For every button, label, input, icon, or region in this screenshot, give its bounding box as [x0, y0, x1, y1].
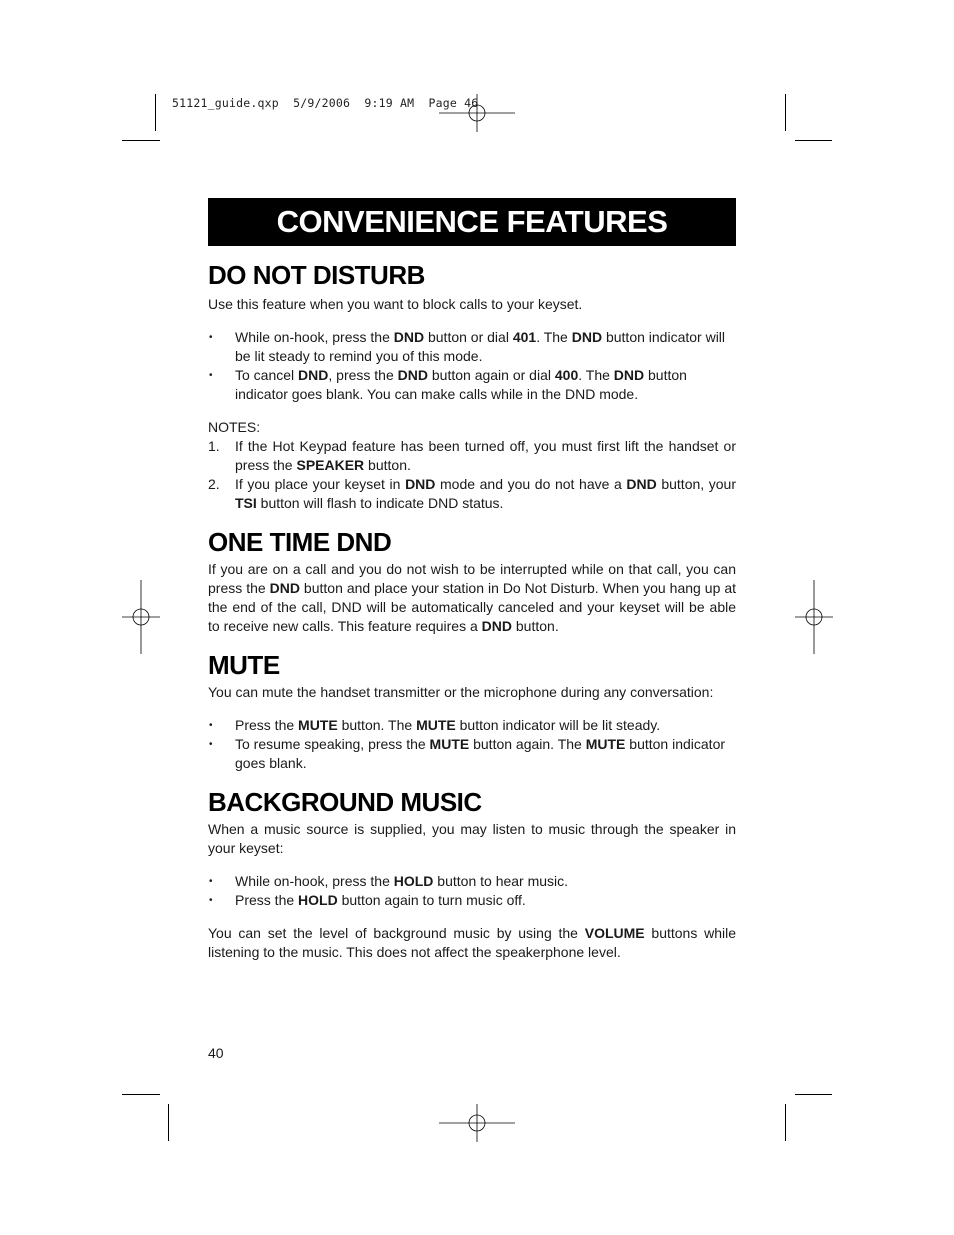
crop-mark: [785, 94, 786, 131]
list-item: • Press the HOLD button again to turn music off.: [209, 892, 526, 908]
heading-background-music: BACKGROUND MUSIC: [208, 787, 482, 817]
list-item: • While on-hook, press the DND button or dial 401. The DND button indicator will be lit steady to remind you of this mode.: [209, 329, 726, 364]
heading-one-time-dnd: ONE TIME DND: [208, 527, 392, 557]
list-item: 2. If you place your keyset in DND mode and you do not have a DND button, your TSI button will flash to indicate DND status.: [208, 476, 736, 511]
crop-mark: [795, 1094, 832, 1095]
file-slug: 51121_guide.qxp 5/9/2006 9:19 AM Page 46: [172, 96, 479, 110]
page-title: CONVENIENCE FEATURES: [276, 204, 668, 239]
notes-label: NOTES:: [208, 419, 261, 435]
registration-mark-icon: [795, 580, 833, 654]
list-item: 1. If the Hot Keypad feature has been turned off, you must first lift the handset or press the SPEAKER button.: [208, 438, 736, 473]
notes-list: [208, 437, 736, 513]
bgm-intro: When a music source is supplied, you may listen to music through the speaker in your keyset:: [208, 821, 736, 856]
bgm-outro: You can set the level of background music by using the VOLUME buttons while listening to the music. This does not affect the speakerphone level.: [208, 925, 737, 960]
registration-mark-icon: [122, 580, 160, 654]
section-banner: [208, 198, 736, 246]
list-item: • To cancel DND, press the DND button again or dial 400. The DND button indicator goes blank. You can make calls while in the DND mode.: [209, 367, 687, 402]
crop-mark: [785, 1104, 786, 1141]
list-item: • To resume speaking, press the MUTE button again. The MUTE button indicator goes blank.: [209, 736, 726, 771]
crop-mark: [122, 1094, 160, 1095]
dnd-intro: Use this feature when you want to block calls to your keyset.: [208, 296, 583, 312]
crop-mark: [168, 1104, 169, 1141]
crop-mark: [122, 140, 160, 141]
registration-mark-icon: [439, 1104, 515, 1142]
list-item: • While on-hook, press the HOLD button to hear music.: [209, 873, 569, 889]
heading-mute: MUTE: [208, 650, 280, 680]
page-content: [208, 198, 736, 962]
heading-do-not-disturb: DO NOT DISTURB: [208, 260, 425, 290]
list-item: • Press the MUTE button. The MUTE button indicator will be lit steady.: [209, 717, 661, 733]
bgm-bullets: [208, 872, 736, 910]
one-time-dnd-text: If you are on a call and you do not wish to be interrupted while on that call, you can press the DND button and place your station in Do Not Disturb. When you hang up at the end of the call, DND will be automatically canceled and your keyset will be able to receive new calls. This feature requires a DND button.: [208, 561, 736, 634]
registration-mark-icon: [439, 94, 515, 132]
crop-mark: [155, 94, 156, 131]
mute-bullets: [208, 716, 736, 773]
dnd-bullets: [208, 328, 736, 404]
crop-mark: [795, 140, 832, 141]
page-number: 40: [208, 1045, 224, 1061]
mute-intro: You can mute the handset transmitter or the microphone during any conversation:: [208, 684, 714, 700]
